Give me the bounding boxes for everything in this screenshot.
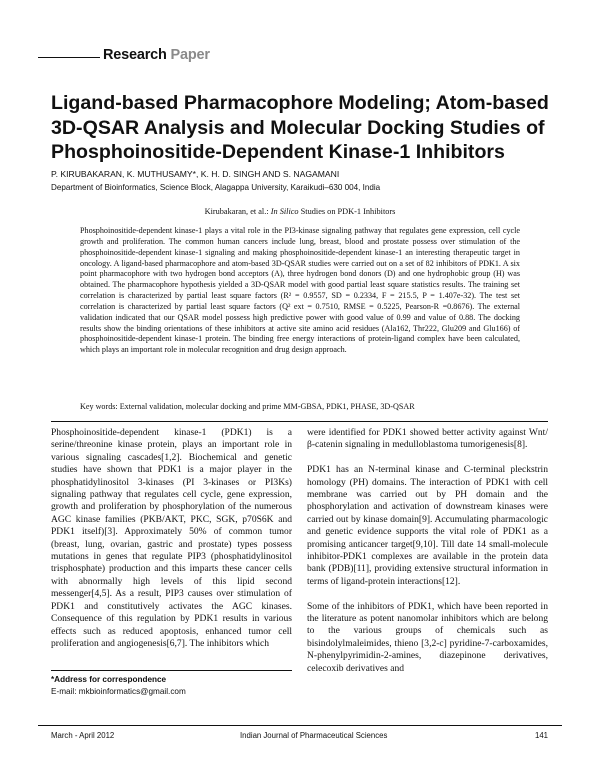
- footnote-email: E-mail: mkbioinformatics@gmail.com: [51, 687, 186, 696]
- running-head-prefix: Kirubakaran, et al.:: [204, 207, 271, 216]
- section-divider: [51, 421, 548, 422]
- keywords: Key words: External validation, molecular docking and prime MM-GBSA, PDK1, PHASE, 3D-QSAR: [80, 402, 415, 411]
- header-rule: [38, 57, 100, 58]
- affiliation: Department of Bioinformatics, Science Block, Alagappa University, Karaikudi–630 004, India: [51, 183, 381, 192]
- section-label: [103, 47, 210, 63]
- running-head: [0, 207, 600, 216]
- article-title: Ligand-based Pharmacophore Modeling; Atom-based 3D-QSAR Analysis and Molecular Docking Studies of Phosphoinositide-Dependent Kinase-1 Inhibitors: [51, 92, 549, 163]
- body-paragraph: Phosphoinositide-dependent kinase-1 (PDK1) is a serine/threonine kinase protein, plays an important role in various signaling cascades[1,2]. Biochemical and genetic studies have shown that PDK1 is a major player in the phosphatidylinositol 3-kinases (PI 3-kinases or PI3Ks) signaling pathway that regulates cell cycle, gene expression, growth and proliferation by phosphorylation of the numerous AGC kinase families (PKB/AKT, PKC, SGK, p70S6K and PDK1 itself)[3]. Approximately 50% of common tumor (breast, lung, ovarian, gastric and prostate) types possess mutations in genes that regulate PIP3 (phosphatidylinositol trisphosphate) production and this imparts these cancer cells with abnormally high levels of this lipid second messenger[4,5]. As a result, PIP3 causes over stimulation of PDK1 and constitutively activates the AGC kinases. Consequence of this regulation by PDK1 results in various effects such as reduced apoptosis, enhanced tumor cell proliferation and angiogenesis[6,7]. The inhibitors which: [51, 427, 292, 649]
- page-number: 141: [534, 731, 548, 740]
- footer-journal: Indian Journal of Pharmaceutical Sciences: [240, 731, 388, 740]
- body-column-right: [307, 427, 548, 675]
- body-column-left: [51, 427, 292, 650]
- author-list: P. KIRUBAKARAN, K. MUTHUSAMY*, K. H. D. SINGH AND S. NAGAMANI: [51, 169, 340, 179]
- section-label-accent: Paper: [170, 47, 210, 63]
- body-paragraph: PDK1 has an N-terminal kinase and C-terminal pleckstrin homology (PH) domains. The interaction of PDK1 with cell membrane was carried out by PH domain and the phosphorylation and activation of downstream kinases were carried out by kinase domain[9]. Accumulating pharmacologic and genetic evidence supports the vital role of PDK1 as a promising anticancer target[9,10]. Till date 14 small-molecule inhibitor-PDK1 complexes are available in the protein data bank (PDB)[11], providing extensive structural information in terms of ligand-protein interactions[12].: [307, 464, 548, 587]
- running-head-italic: In Silico: [270, 207, 299, 216]
- body-paragraph: Some of the inhibitors of PDK1, which have been reported in the literature as potent nanomolar inhibitors which are belong to the various groups of chemicals such as bisindolylmaleimides, thieno [3,2-c] pyridine-7-carboxamides, N-phenylpyrimidin-2-amines, diazepinone derivatives, celecoxib derivatives and: [307, 600, 548, 674]
- body-paragraph: were identified for PDK1 showed better activity against Wnt/β-catenin signaling in medulloblastoma tumorigenesis[8].: [307, 427, 548, 451]
- section-label-main: Research: [103, 47, 167, 63]
- footer-date: March - April 2012: [51, 731, 115, 740]
- abstract: Phosphoinositide-dependent kinase-1 plays a vital role in the PI3-kinase signaling pathway that regulates gene expression, cell cycle growth and proliferation. The common human cancers include lung, breast, blood and prostate possess over stimulation of the phosphoinositide-dependent kinase-1 signaling and making phosphoinositide-dependent kinase-1 an interesting therapeutic target in oncology. A ligand-based pharmacophore and atom-based 3D-QSAR studies were carried out on a set of 82 inhibitors of PDK1. A six point pharmacophore with two hydrogen bond acceptors (A), three hydrogen bond donors (D) and one hydrophobic group (H) was obtained. The pharmacophore hypothesis yielded a 3D-QSAR model with good partial least square statistics results. The training set correlation is characterized by partial least square factors (R² = 0.9557, SD = 0.2334, F = 215.5, P = 1.407e-32). The test set correlation is characterized by partial least square factors (Q² ext = 0.7510, RMSE = 0.5225, Pearson-R =0.8676). The external validation indicated that our QSAR model possess high predictive power with good value of 0.99 and value of 0.88. The docking results show the binding orientations of these inhibitors at active site amino acid residues (Ala162, Thr222, Glu209 and Glu166) of phosphoinositide-dependent kinase-1 protein. The binding free energy interactions of protein-ligand complex have been calculated, which plays an important role in molecular recognition and drug design approach.: [80, 226, 520, 355]
- footnote-title: *Address for correspondence: [51, 675, 167, 684]
- running-head-suffix: Studies on PDK-1 Inhibitors: [298, 207, 396, 216]
- footnote-rule: [51, 670, 292, 671]
- footer-rule: [38, 725, 562, 726]
